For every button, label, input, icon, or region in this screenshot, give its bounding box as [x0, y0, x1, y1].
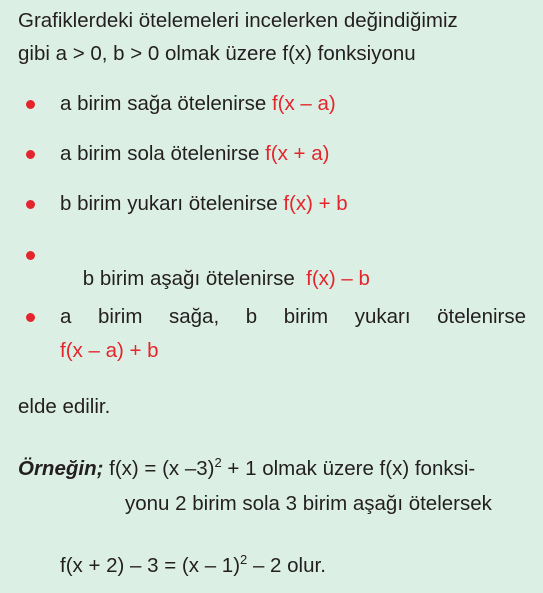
- bullet-5-word-5: birim: [283, 305, 329, 328]
- bullet-item-2: [60, 142, 329, 166]
- equation-pre: f(x + 2) – 3 = (x – 1): [60, 554, 241, 577]
- example-line-2: yonu 2 birim sola 3 birim aşağı ötelersek: [125, 492, 492, 515]
- bullet-dot-4: [26, 251, 35, 260]
- bullet-5-word-6: yukarı: [354, 305, 411, 328]
- bullet-text-2: a birim sola ötelenirse: [60, 142, 266, 165]
- bullet-formula-1: f(x – a): [271, 92, 336, 115]
- bullet-formula-3: f(x) + b: [283, 192, 348, 215]
- example-formula-pre: f(x) = (x –3): [109, 457, 215, 480]
- bullet-5-word-4: b: [245, 305, 258, 328]
- bullet-5-word-1: a: [60, 305, 72, 328]
- bullet-text-3: b birim yukarı ötelenirse: [60, 192, 284, 215]
- example-formula-post: + 1 olmak üzere f(x) fonksi-: [221, 457, 476, 480]
- bullet-formula-4: f(x) – b: [306, 267, 370, 290]
- bullet-formula-5: f(x – a) + b: [60, 339, 159, 362]
- intro-line-2: gibi a > 0, b > 0 olmak üzere f(x) fonksiyonu: [18, 42, 416, 65]
- bullet-5-word-3: sağa,: [168, 305, 220, 328]
- equation-exponent: 2: [240, 552, 248, 567]
- bullet-dot-5: [26, 313, 35, 322]
- example-label: Örneğin;: [18, 457, 104, 480]
- equation-post: – 2 olur.: [247, 554, 326, 577]
- example-line-1: [18, 457, 475, 481]
- bullet-dot-2: [26, 150, 35, 159]
- bullet-item-3: [60, 192, 348, 216]
- result-text: elde edilir.: [18, 395, 111, 418]
- bullet-text-1: a birim sağa ötelenirse: [60, 92, 272, 115]
- bullet-item-5-words: [60, 305, 526, 329]
- bullet-item-1: [60, 92, 336, 116]
- bullet-dot-3: [26, 200, 35, 209]
- bullet-formula-2: f(x + a): [265, 142, 330, 165]
- example-equation: [60, 554, 326, 578]
- bullet-5-word-7: ötelenirse: [437, 305, 526, 328]
- intro-line-1: Grafiklerdeki ötelemeleri incelerken değindiğimiz: [18, 9, 458, 32]
- bullet-dot-1: [26, 100, 35, 109]
- bullet-text-4: b birim aşağı ötelenirse: [82, 267, 307, 290]
- example-exponent: 2: [214, 455, 222, 470]
- bullet-5-word-2: birim: [97, 305, 143, 328]
